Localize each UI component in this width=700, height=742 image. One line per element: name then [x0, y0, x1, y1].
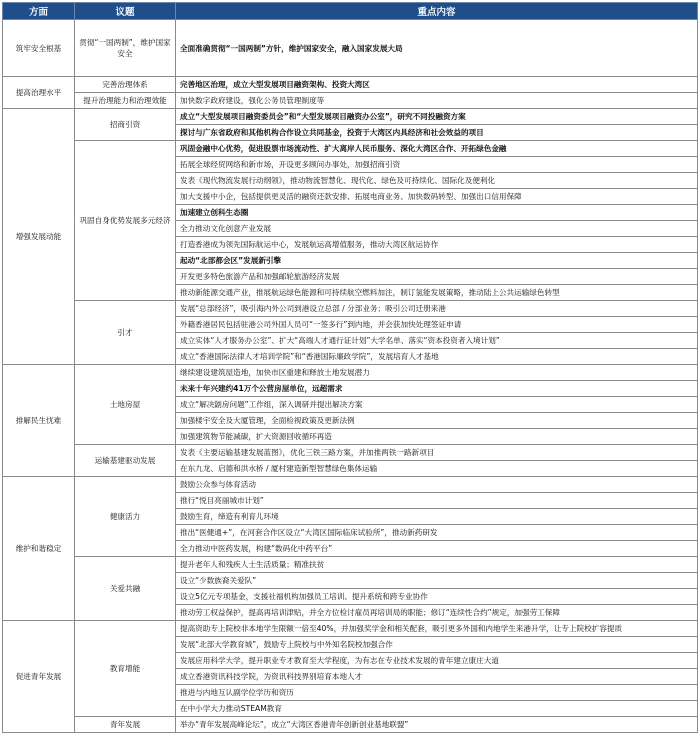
point-cell: 成立“大型发展项目融资委员会”和“大型发展项目融资办公室”，研究不同投融资方案: [176, 109, 698, 125]
topic-cell: 招商引资: [75, 109, 176, 141]
point-cell: 全力推动中医药发展，构建“数码化中药平台”: [176, 541, 698, 557]
point-cell: 成立实体“人才服务办公室”、扩大“高端人才通行证计划”大学名单、落实“资本投资者入境计划”: [176, 333, 698, 349]
header-area: 方面: [3, 3, 75, 20]
point-cell: 推行“悦目亮丽城市计划”: [176, 493, 698, 509]
point-cell: 发展应用科学大学，提升职业专才教育至大学程度，为有志在专业技术发展的青年建立康庄大道: [176, 653, 698, 669]
point-cell: 提升老年人和残疾人士生活质量；精准扶贫: [176, 557, 698, 573]
topic-cell: 引才: [75, 301, 176, 365]
point-cell: 发表《主要运输基建发展蓝图》，优化三铁三路方案，并加推两铁一路新项目: [176, 445, 698, 461]
table-row: [3, 109, 698, 125]
table-row: [3, 20, 698, 77]
area-cell: 促进青年发展: [3, 621, 75, 733]
point-cell: 设立5亿元专项基金，支援社福机构加强员工培训、提升系统和跨专业协作: [176, 589, 698, 605]
point-cell: 加强楼宇安全及大厦管理，全面检视政策及更新法例: [176, 413, 698, 429]
point-cell: 在东九龙、启德和洪水桥 / 厦村建造新型智慧绿色集体运输: [176, 461, 698, 477]
point-cell: 起动“北部都会区”发展新引擎: [176, 253, 698, 269]
policy-table: [2, 2, 698, 733]
table-row: [3, 365, 698, 381]
point-cell: 成立香港资讯科技学院，为资讯科技界别培育本地人才: [176, 669, 698, 685]
topic-cell: 青年发展: [75, 717, 176, 733]
point-cell: 提高资助专上院校非本地学生限额一倍至40%，并加强奖学金和相关配套，吸引更多外国和内地学生来港升学，让专上院校扩容提质: [176, 621, 698, 637]
table-row: [3, 621, 698, 637]
table-row: [3, 717, 698, 733]
point-cell: 推动新能源交通产业，推展航运绿色能源和可持续航空燃料加注，制订氢能发展策略，推动陆上公共运输绿色转型: [176, 285, 698, 301]
point-cell: 成立“解决劏房问题”工作组，深入调研并提出解决方案: [176, 397, 698, 413]
area-cell: 提高治理水平: [3, 77, 75, 109]
point-cell: 推进与内地互认副学位学历和资历: [176, 685, 698, 701]
topic-cell: 提升治理能力和治理效能: [75, 93, 176, 109]
point-cell: 加强建筑物节能减碳，扩大资源回收循环再造: [176, 429, 698, 445]
topic-cell: 教育增能: [75, 621, 176, 717]
point-cell: 在中小学大力推动STEAM教育: [176, 701, 698, 717]
table-row: [3, 445, 698, 461]
point-cell: 未来十年兴建约41万个公营房屋单位，远超需求: [176, 381, 698, 397]
topic-cell: 土地房屋: [75, 365, 176, 445]
table-row: [3, 477, 698, 493]
point-cell: 加速建立创科生态圈: [176, 205, 698, 221]
table-row: [3, 77, 698, 93]
point-cell: 继续建设建筑屋造地，加快市区重建和释放土地发展潜力: [176, 365, 698, 381]
area-cell: 增强发展动能: [3, 109, 75, 365]
topic-cell: 关爱共融: [75, 557, 176, 621]
point-cell: 全面准确贯彻“一国两制”方针，维护国家安全，融入国家发展大局: [176, 20, 698, 77]
point-cell: 推出“医健通+”，在河套合作区设立“大湾区国际临床试验所”，推动新药研发: [176, 525, 698, 541]
point-cell: 巩固金融中心优势，促进股票市场流动性、扩大离岸人民币服务、深化大湾区合作、开拓绿色金融: [176, 141, 698, 157]
header-key-points: 重点内容: [176, 3, 698, 20]
table-row: [3, 301, 698, 317]
point-cell: 设立“少数族裔关爱队”: [176, 573, 698, 589]
point-cell: 推动劳工权益保护，提高再培训津贴，并全方位检讨雇员再培训局的职能；修订“连续性合约”规定，加强劳工保障: [176, 605, 698, 621]
point-cell: 发展“总部经济”，吸引海内外公司到港设立总部 / 分部业务；吸引公司迁册来港: [176, 301, 698, 317]
point-cell: 打造香港成为领先国际航运中心，发展航运高增值服务，推动大湾区航运协作: [176, 237, 698, 253]
table-header-row: [3, 3, 698, 20]
point-cell: 鼓励生育，缔造有利育儿环境: [176, 509, 698, 525]
point-cell: 开发更多特色旅游产品和加强邮轮旅游经济发展: [176, 269, 698, 285]
point-cell: 鼓励公众参与体育活动: [176, 477, 698, 493]
point-cell: 外籍香港居民包括驻港公司外国人员可“一签多行”到内地，并会获加快处理签证申请: [176, 317, 698, 333]
point-cell: 全力推动文化创意产业发展: [176, 221, 698, 237]
topic-cell: 完善治理体系: [75, 77, 176, 93]
point-cell: 成立“香港国际法律人才培训学院”和“香港国际廉政学院”，发展培育人才基地: [176, 349, 698, 365]
table-row: [3, 93, 698, 109]
point-cell: 完善地区治理，成立大型发展项目融资架构、投资大湾区: [176, 77, 698, 93]
header-topic: 议题: [75, 3, 176, 20]
point-cell: 加大支援中小企，包括提供更灵活的融资还款安排、拓展电商业务、加快数码转型、加强出口信用保障: [176, 189, 698, 205]
area-cell: 筑牢安全根基: [3, 20, 75, 77]
topic-cell: 健康活力: [75, 477, 176, 557]
topic-cell: 贯彻“一国两制”，维护国家安全: [75, 20, 176, 77]
table-row: [3, 141, 698, 157]
topic-cell: 巩固自身优势发展多元经济: [75, 141, 176, 301]
point-cell: 举办“青年发展高峰论坛”，成立“大湾区香港青年创新创业基地联盟”: [176, 717, 698, 733]
point-cell: 加快数字政府建设，强化公务员管理制度等: [176, 93, 698, 109]
topic-cell: 运输基建驱动发展: [75, 445, 176, 477]
point-cell: 拓展全球经贸网络和新市场，开设更多顾问办事处，加强招商引资: [176, 157, 698, 173]
point-cell: 发展“北部大学教育城”，鼓励专上院校与中外知名院校加强合作: [176, 637, 698, 653]
point-cell: 发表《现代物流发展行动纲领》，推动物流智慧化、现代化、绿色及可持续化、国际化及便利化: [176, 173, 698, 189]
area-cell: 排解民生忧难: [3, 365, 75, 477]
area-cell: 维护和谐稳定: [3, 477, 75, 621]
point-cell: 探讨与广东省政府和其他机构合作设立共同基金，投资于大湾区内具经济和社会效益的项目: [176, 125, 698, 141]
table-row: [3, 557, 698, 573]
